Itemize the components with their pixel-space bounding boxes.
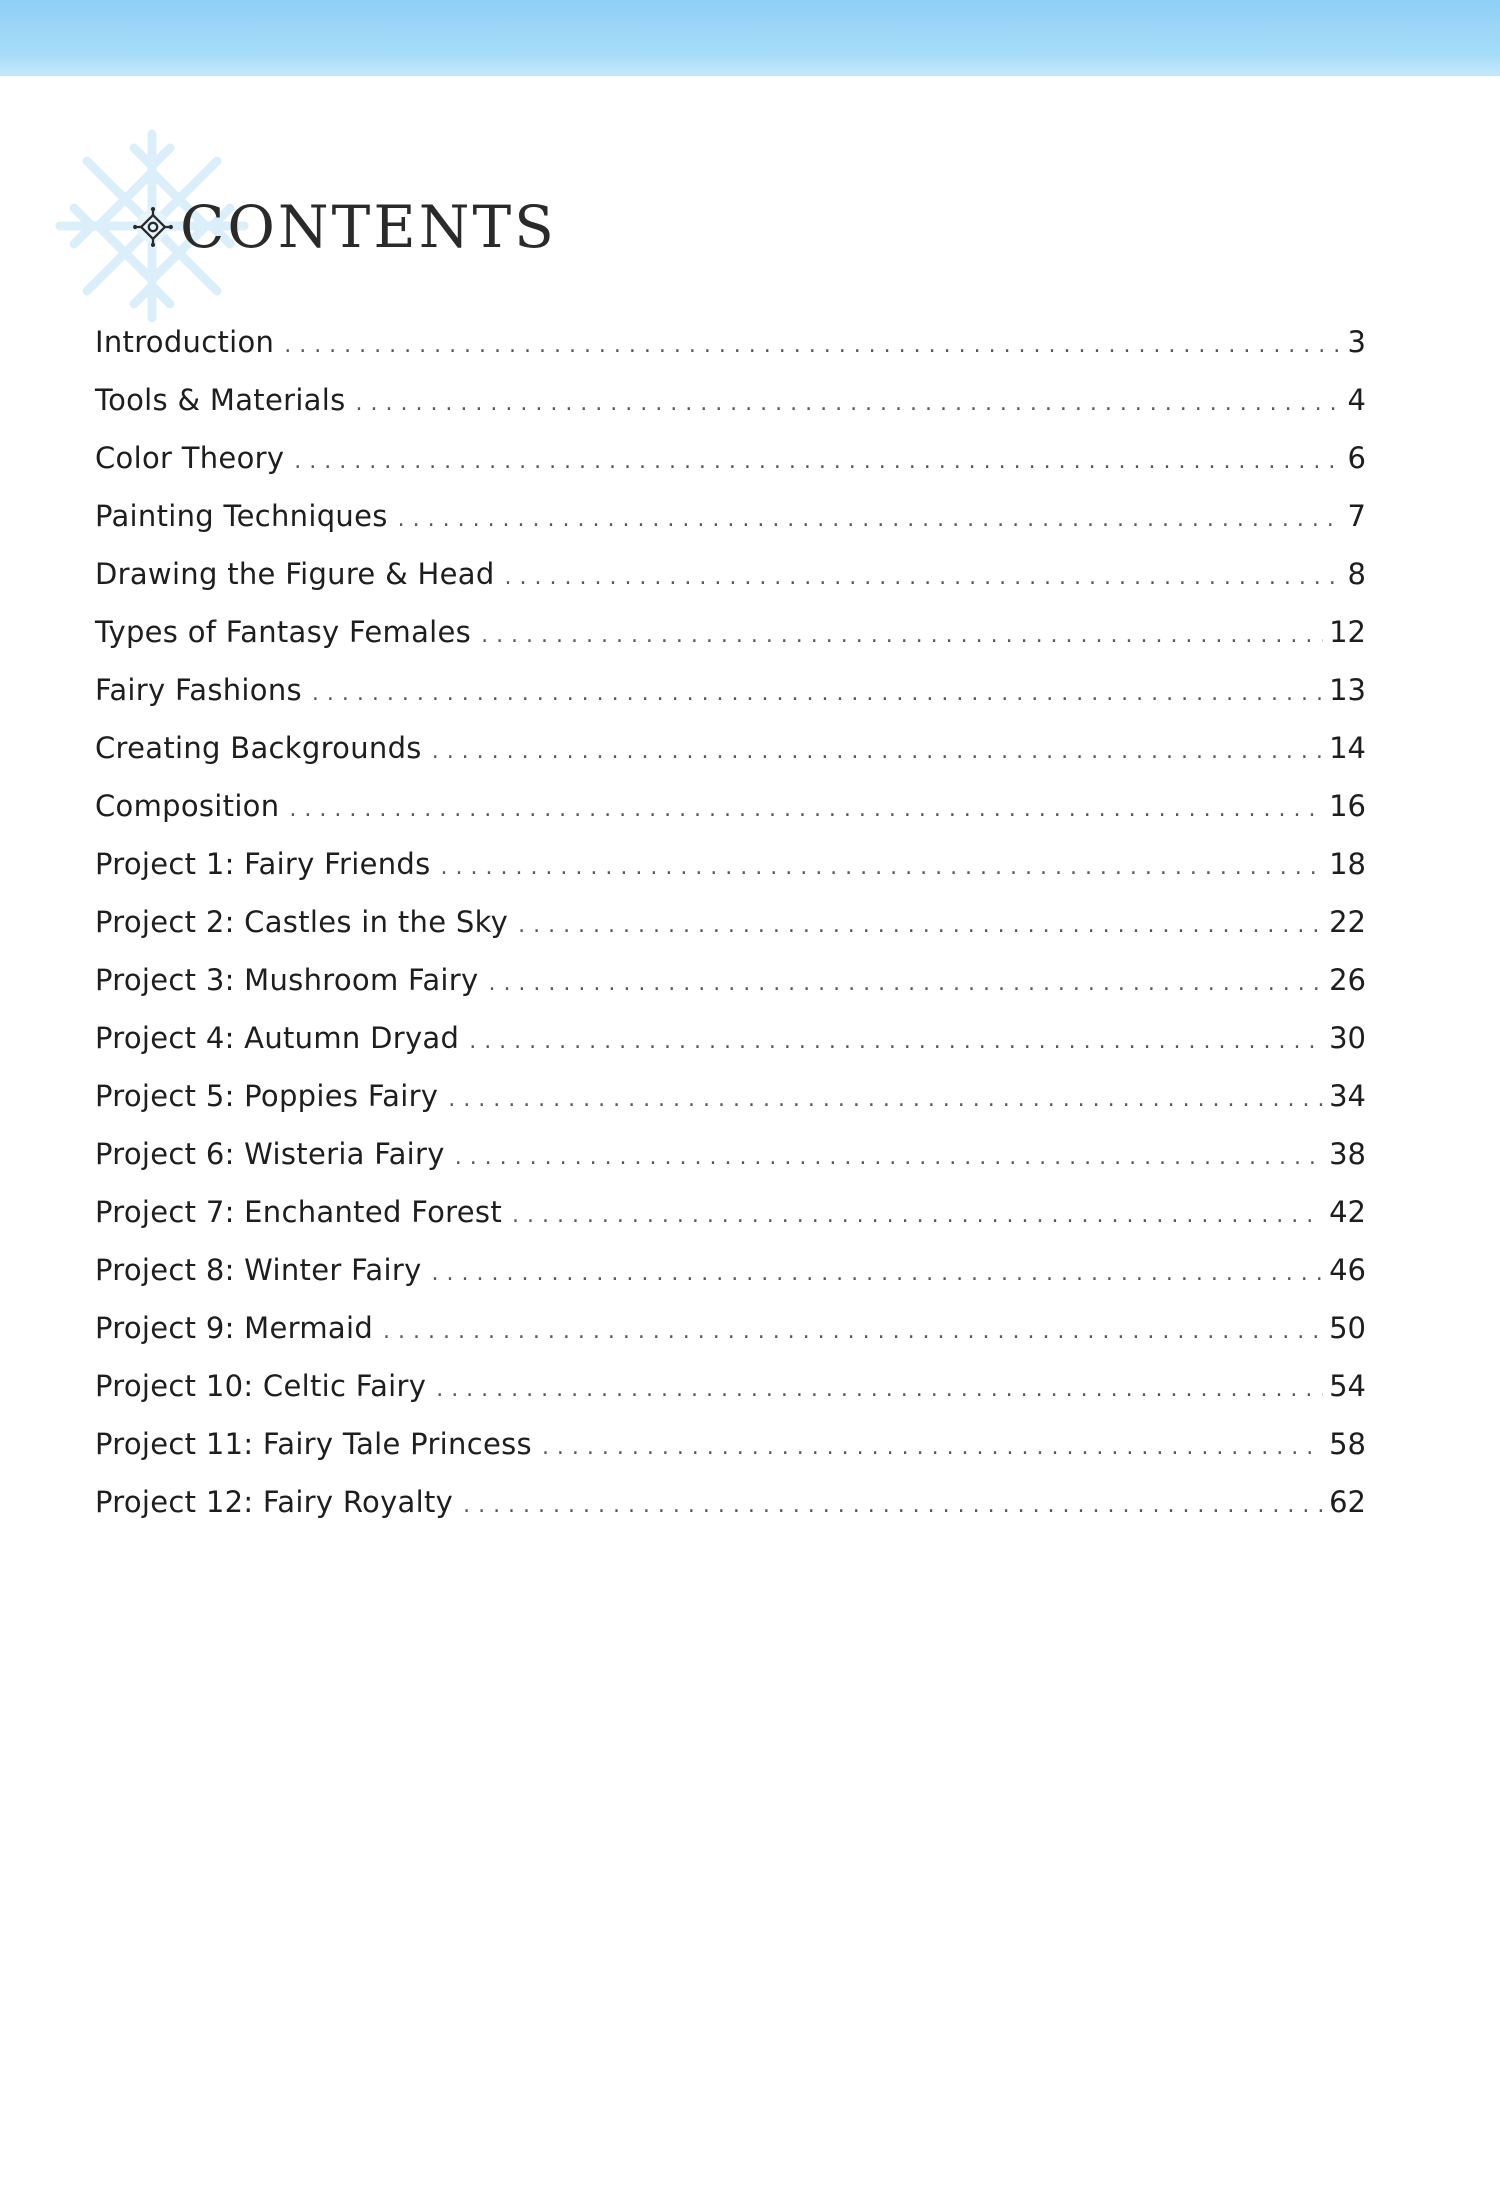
dot-leader <box>441 839 1324 897</box>
page-title: CONTENTS <box>180 193 557 261</box>
toc-entry-page-number: 54 <box>1329 1369 1366 1403</box>
dot-leader <box>436 1361 1323 1419</box>
toc-entry <box>95 719 1366 777</box>
toc-entry-title: Introduction <box>95 325 275 359</box>
toc-entry-title: Composition <box>95 789 280 823</box>
dot-leader <box>469 1013 1323 1071</box>
toc-entry <box>95 1415 1366 1473</box>
toc-entry <box>95 487 1366 545</box>
contents-heading <box>132 193 557 261</box>
dot-leader <box>312 665 1323 723</box>
toc-entry-title: Project 9: Mermaid <box>95 1311 374 1345</box>
dot-leader <box>356 375 1342 433</box>
toc-entry-page-number: 14 <box>1329 731 1366 765</box>
toc-entry-title: Project 3: Mushroom Fairy <box>95 963 479 997</box>
dot-leader <box>455 1129 1323 1187</box>
toc-entry <box>95 835 1366 893</box>
toc-entry-title: Painting Techniques <box>95 499 388 533</box>
dot-leader <box>463 1477 1323 1535</box>
toc-entry <box>95 545 1366 603</box>
toc-entry-page-number: 42 <box>1329 1195 1366 1229</box>
toc-entry-title: Project 6: Wisteria Fairy <box>95 1137 445 1171</box>
dot-leader <box>289 781 1323 839</box>
toc-entry <box>95 777 1366 835</box>
toc-entry-page-number: 12 <box>1329 615 1366 649</box>
toc-entry-page-number: 18 <box>1329 847 1366 881</box>
toc-entry <box>95 603 1366 661</box>
toc-entry-page-number: 50 <box>1329 1311 1366 1345</box>
toc-entry-page-number: 4 <box>1347 383 1366 417</box>
toc-entry-page-number: 16 <box>1329 789 1366 823</box>
dot-leader <box>432 1245 1324 1303</box>
dot-leader <box>284 317 1341 375</box>
dot-leader <box>383 1303 1323 1361</box>
toc-entry-page-number: 13 <box>1329 673 1366 707</box>
toc-entry-title: Project 5: Poppies Fairy <box>95 1079 439 1113</box>
dot-leader <box>512 1187 1323 1245</box>
dot-leader <box>518 897 1323 955</box>
toc-entry-title: Project 12: Fairy Royalty <box>95 1485 454 1519</box>
dot-leader <box>481 607 1323 665</box>
toc-entry-page-number: 58 <box>1329 1427 1366 1461</box>
toc-entry-title: Tools & Materials <box>95 383 346 417</box>
toc-entry-title: Project 4: Autumn Dryad <box>95 1021 460 1055</box>
toc-entry-page-number: 26 <box>1329 963 1366 997</box>
dot-leader <box>488 955 1323 1013</box>
toc-entry-title: Color Theory <box>95 441 285 475</box>
toc-entry-page-number: 3 <box>1347 325 1366 359</box>
toc-entry <box>95 1357 1366 1415</box>
toc-entry-page-number: 8 <box>1347 557 1366 591</box>
toc-entry <box>95 371 1366 429</box>
toc-entry <box>95 1067 1366 1125</box>
toc-entry-page-number: 22 <box>1329 905 1366 939</box>
toc-entry-title: Project 8: Winter Fairy <box>95 1253 422 1287</box>
dot-leader <box>294 433 1341 491</box>
toc-entry <box>95 1241 1366 1299</box>
dot-leader <box>448 1071 1323 1129</box>
toc-entry-page-number: 6 <box>1347 441 1366 475</box>
toc-entry <box>95 313 1366 371</box>
ornament-icon <box>132 206 174 248</box>
toc-entry-page-number: 46 <box>1329 1253 1366 1287</box>
toc-entry-title: Project 7: Enchanted Forest <box>95 1195 502 1229</box>
table-of-contents <box>95 313 1366 1531</box>
toc-entry-title: Drawing the Figure & Head <box>95 557 495 591</box>
toc-entry-title: Project 11: Fairy Tale Princess <box>95 1427 532 1461</box>
toc-entry-title: Creating Backgrounds <box>95 731 422 765</box>
toc-entry-page-number: 38 <box>1329 1137 1366 1171</box>
toc-entry-page-number: 30 <box>1329 1021 1366 1055</box>
toc-entry <box>95 1183 1366 1241</box>
toc-entry-title: Types of Fantasy Females <box>95 615 472 649</box>
dot-leader <box>398 491 1342 549</box>
toc-entry <box>95 1299 1366 1357</box>
toc-entry <box>95 1009 1366 1067</box>
toc-entry-title: Fairy Fashions <box>95 673 302 707</box>
toc-entry-page-number: 7 <box>1347 499 1366 533</box>
toc-entry-title: Project 10: Celtic Fairy <box>95 1369 427 1403</box>
toc-entry <box>95 893 1366 951</box>
dot-leader <box>505 549 1342 607</box>
top-color-band <box>0 0 1500 76</box>
toc-entry-page-number: 62 <box>1329 1485 1366 1519</box>
dot-leader <box>542 1419 1323 1477</box>
toc-entry <box>95 1473 1366 1531</box>
toc-entry <box>95 951 1366 1009</box>
toc-entry <box>95 429 1366 487</box>
toc-entry-title: Project 1: Fairy Friends <box>95 847 431 881</box>
toc-entry <box>95 1125 1366 1183</box>
toc-entry <box>95 661 1366 719</box>
toc-entry-title: Project 2: Castles in the Sky <box>95 905 509 939</box>
dot-leader <box>432 723 1323 781</box>
toc-entry-page-number: 34 <box>1329 1079 1366 1113</box>
